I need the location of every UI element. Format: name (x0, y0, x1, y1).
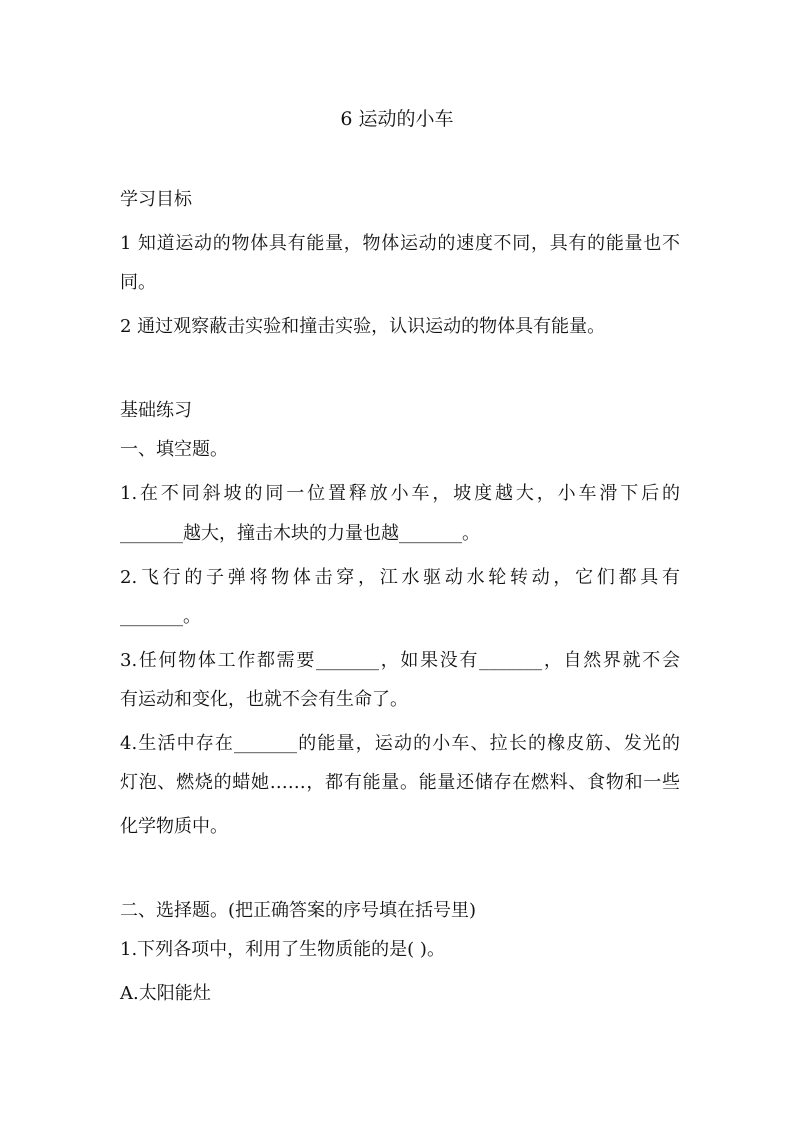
goal-1-line-1: 1 知道运动的物体具有能量，物体运动的速度不同，具有的能量也不 (120, 233, 680, 254)
fill-q4-line-1: 4.生活中存在_______的能量，运动的小车、拉长的橡皮筋、发光的 (120, 733, 680, 754)
fill-q4-line-3: 化学物质中。 (120, 816, 228, 837)
fill-q1-line-1: 1.在不同斜坡的同一位置释放小车，坡度越大，小车滑下后的 (120, 483, 680, 504)
choice-q1: 1.下列各项中，利用了生物质能的是( )。 (120, 939, 445, 960)
goal-2: 2 通过观察蔽击实验和撞击实验，认识运动的物体具有能量。 (120, 316, 606, 337)
fill-q3-line-1: 3.任何物体工作都需要_______，如果没有_______，自然界就不会 (120, 650, 680, 671)
fill-q1-line-2: _______越大，撞击木块的力量也越_______。 (120, 523, 480, 544)
choice-q1-option-a: A.太阳能灶 (120, 983, 211, 1004)
goals-heading: 学习目标 (120, 189, 192, 210)
fill-q2-line-1: 2.飞行的子弹将物体击穿，江水驱动水轮转动，它们都具有 (120, 567, 680, 588)
practice-heading: 基础练习 (120, 400, 192, 421)
goal-1-line-2: 同。 (120, 272, 156, 293)
fill-q2-line-2: _______。 (120, 606, 201, 627)
fill-blank-heading: 一、填空题。 (120, 439, 228, 460)
choice-heading: 二、选择题。(把正确答案的序号填在括号里) (120, 900, 477, 921)
page-title: 6 运动的小车 (340, 108, 454, 130)
fill-q3-line-2: 有运动和变化，也就不会有生命了。 (120, 689, 408, 710)
fill-q4-line-2: 灯泡、燃烧的蜡她……，都有能量。能量还储存在燃料、食物和一些 (120, 772, 680, 793)
